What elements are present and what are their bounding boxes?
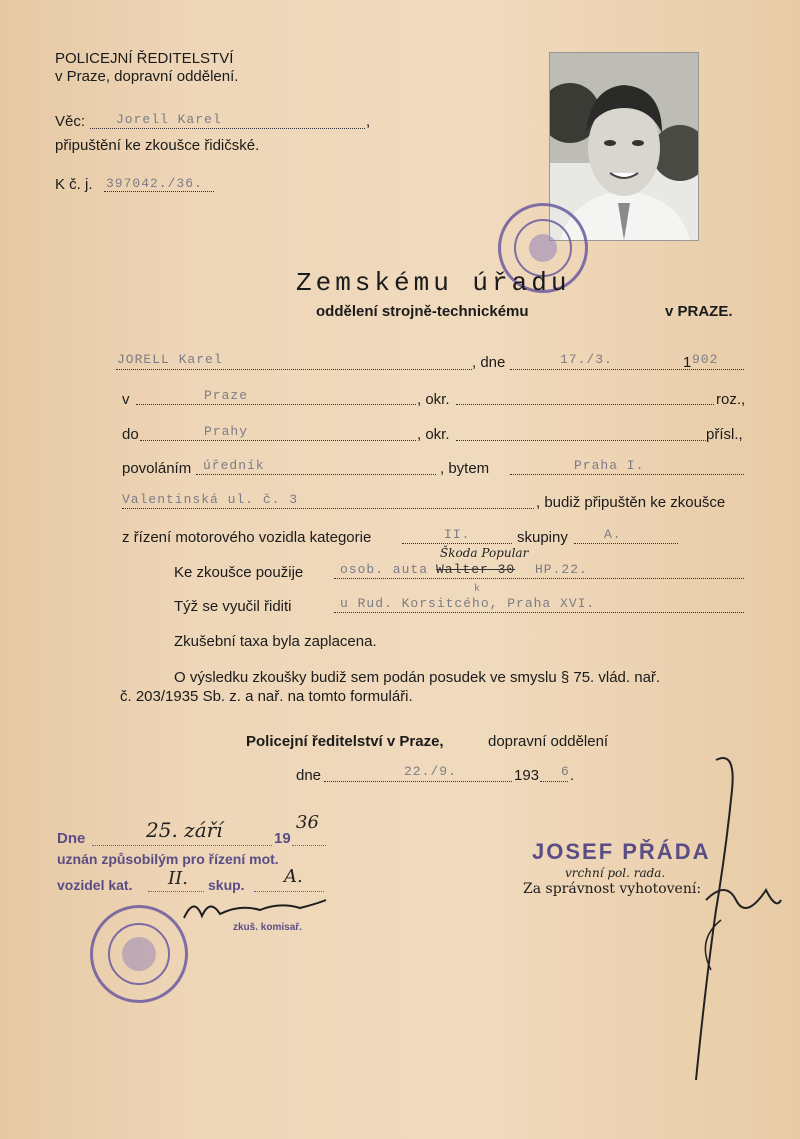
- job-label: povoláním: [122, 460, 192, 477]
- birth-date: 17./3.: [560, 352, 613, 367]
- dne-label: , dne: [472, 354, 506, 371]
- subject-label: Věc:: [55, 113, 86, 130]
- group-value: A.: [604, 527, 622, 542]
- official-title: vrchní pol. rada.: [565, 866, 666, 880]
- header-line2: v Praze, dopravní oddělení.: [55, 68, 239, 85]
- learn-label: Týž se vyučil řiditi: [174, 598, 292, 615]
- header-line1: POLICEJNÍ ŘEDITELSTVÍ: [55, 50, 234, 67]
- learn-correction: k: [474, 584, 482, 595]
- footer-year: 6: [561, 764, 570, 779]
- exam-sig-label: zkuš. komisař.: [233, 922, 302, 933]
- job-value: úředník: [203, 458, 265, 473]
- exam-year-prefix: 19: [274, 830, 291, 847]
- street: Valentinská ul. č. 3: [122, 492, 299, 507]
- category-value: II.: [444, 527, 471, 542]
- footer-dept: dopravní oddělení: [488, 733, 609, 750]
- bytem-label: , bytem: [440, 460, 490, 477]
- ref-line: [104, 191, 214, 192]
- okr-label-1: , okr.: [417, 391, 450, 408]
- ref-label: K č. j.: [55, 176, 93, 193]
- result-text-1: O výsledku zkoušky budiž sem podán posudek ve smyslu § 75. vlád. nař.: [174, 669, 661, 686]
- exam-dne: Dne: [57, 830, 86, 847]
- exam-date: 25. září: [146, 818, 223, 842]
- komisar-stamp: [90, 905, 188, 1003]
- birth-year: 902: [692, 352, 719, 367]
- footer-year-prefix: 193: [514, 767, 540, 784]
- dotline: [92, 845, 272, 846]
- category-label: z řízení motorového vozidla kategorie: [122, 529, 372, 546]
- exam-line2: uznán způsobilým pro řízení mot.: [57, 851, 279, 867]
- title-place: v PRAZE.: [665, 303, 733, 320]
- vehicle-value: osob. auta: [340, 562, 429, 577]
- applicant-name: JORELL Karel: [117, 352, 223, 367]
- vehicle-label: Ke zkoušce použije: [174, 564, 304, 581]
- dotline: [540, 781, 568, 782]
- footer-dne: dne: [296, 767, 322, 784]
- official-name: JOSEF PŘÁDA: [532, 839, 711, 864]
- vehicle-handwritten: Škoda Popular: [440, 546, 529, 560]
- page-title: Zemskému úřadu: [296, 268, 571, 298]
- dotline: [116, 369, 472, 370]
- result-text-2: č. 203/1935 Sb. z. a nař. na tomto formuláři.: [120, 688, 413, 705]
- dotline: [292, 845, 326, 846]
- footer-date: 22./9.: [404, 764, 457, 779]
- dotline: [574, 543, 678, 544]
- exam-kat: II.: [168, 868, 188, 889]
- exam-sk: A.: [284, 866, 303, 887]
- subject-line2: připuštění ke zkoušce řidičské.: [55, 137, 260, 154]
- dotline: [196, 474, 436, 475]
- dotline: [324, 781, 512, 782]
- birth-year-prefix: 1: [683, 354, 692, 371]
- official-signature: [676, 750, 786, 1095]
- ref-value: 397042./36.: [106, 176, 203, 191]
- subject-value: Jorell Karel: [116, 112, 222, 127]
- dotline: [510, 369, 744, 370]
- dotline: [456, 404, 714, 405]
- dotline: [456, 440, 706, 441]
- v-label: v: [122, 391, 130, 408]
- dotline: [140, 440, 416, 441]
- dotline: [136, 404, 416, 405]
- dotline: [122, 508, 534, 509]
- birth-city: Praze: [204, 388, 249, 403]
- dotline: [334, 612, 744, 613]
- footer-year-dot: .: [570, 767, 575, 784]
- subject-line: [90, 128, 365, 129]
- residence: Praha I.: [574, 458, 645, 473]
- do-label: do: [122, 426, 139, 443]
- prisl-label: přísl.,: [706, 426, 743, 443]
- domicile: Prahy: [204, 424, 249, 439]
- exam-line3b: skup.: [208, 877, 245, 893]
- official-correct: Za správnost vyhotovení:: [523, 881, 702, 897]
- exam-year: 36: [296, 812, 319, 833]
- footer-office: Policejní ředitelství v Praze,: [246, 733, 444, 750]
- roz-label: roz.,: [716, 391, 746, 408]
- learn-value: u Rud. Korsitcého, Praha XVI.: [340, 596, 596, 611]
- exam-line3a: vozidel kat.: [57, 877, 133, 893]
- comma: ,: [366, 113, 371, 130]
- budiz-text: , budiž připuštěn ke zkoušce: [536, 494, 726, 511]
- dotline: [334, 578, 744, 579]
- vehicle-hp: HP.22.: [535, 562, 588, 577]
- dotline: [402, 543, 512, 544]
- okr-label-2: , okr.: [417, 426, 450, 443]
- vehicle-struck: Walter 30: [436, 562, 516, 577]
- fee-text: Zkušební taxa byla zaplacena.: [174, 633, 377, 650]
- title-sub: oddělení strojně-technickému: [316, 303, 529, 320]
- dotline: [510, 474, 744, 475]
- group-label: skupiny: [517, 529, 568, 546]
